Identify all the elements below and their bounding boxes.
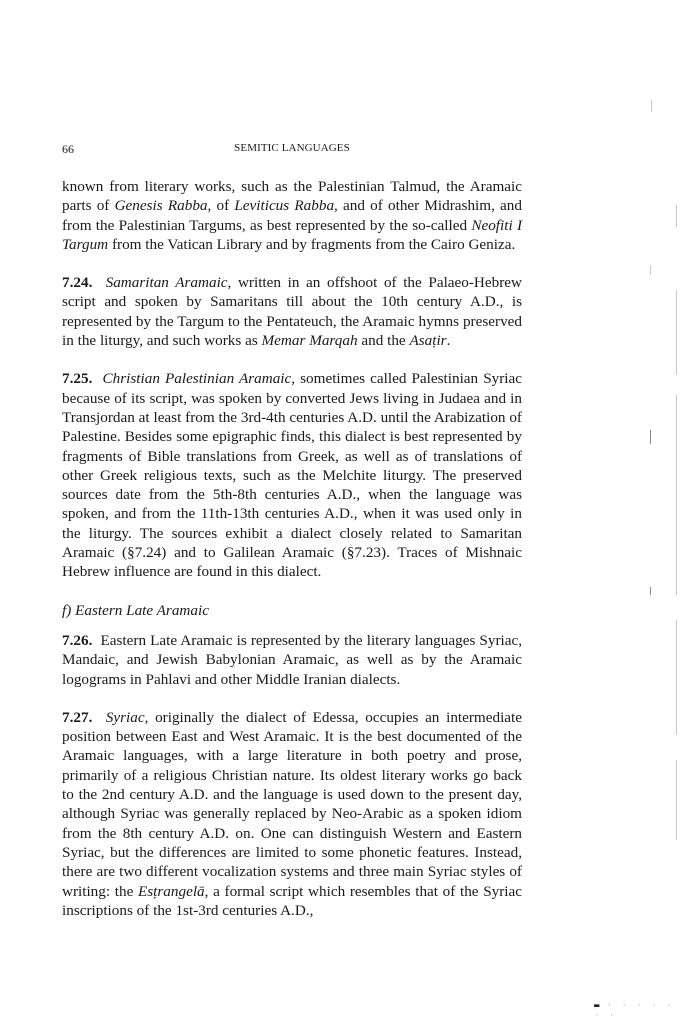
subsection-heading: f) Eastern Late Aramaic [62,601,209,619]
scan-mark [650,430,651,444]
paragraph-continued: known from literary works, such as the Palestinian Talmud, the Aramaic parts of Genesis Rabba, of Leviticus Rabba, and of other Midrashim, and from the Palestinian Targums, as best represented by the so-called Neofiti I Targum from the Vatican Library and by fragments from the Cairo Geniza. [62,178,523,253]
scan-mark [676,620,677,735]
page-header [62,142,522,158]
scan-mark [651,100,652,112]
scan-edge-marks [641,0,681,1020]
section-number: 7.27. [62,708,93,726]
footer-mark: ▬ · · · · · · · [594,1001,674,1021]
body-text [62,177,522,939]
running-head: SEMITIC LANGUAGES [234,142,350,154]
scan-mark [650,587,651,595]
page-number: 66 [62,142,74,156]
section-number: 7.26. [62,631,93,649]
paragraph-7-27: 7.27. Syriac, originally the dialect of Edessa, occupies an intermediate position between East and West Aramaic. It is the best documented of the Aramaic languages, with a large literature in both poetry and prose, primarily of a religious Christian nature. Its oldest literary works go back to the 2nd century A.D. and the language is used down to the present day, although Syriac was generally replaced by Neo-Arabic as a spoken idiom from the 8th century A.D. on. One can distinguish Western and Eastern Syriac, but the differences are limited to some phonetic features. Instead, there are two different vocalization systems and three main Syriac styles of writing: the Esṭrangelā, a formal script which resembles that of the Syriac inscriptions of the 1st-3rd centuries A.D., [62,708,522,919]
scan-mark [676,290,677,375]
section-number: 7.25. [62,370,93,388]
scan-mark [676,205,677,227]
paragraph-7-26: 7.26. Eastern Late Aramaic is represented by the literary languages Syriac, Mandaic, and Jewish Babylonian Aramaic, as well as by the Aramaic logograms in Pahlavi and other Middle Iranian dialects. [62,631,523,688]
section-number: 7.24. [62,274,93,292]
scan-mark [676,760,677,840]
paragraph-7-25: 7.25. Christian Palestinian Aramaic, sometimes called Palestinian Syriac because of its script, was spoken by converted Jews living in Judaea and in Transjordan at least from the 3rd-4th centuries A.D. until the Arabization of Palestine. Besides some epigraphic finds, this dialect is best represented by fragments of Bible translations from Greek, as well as of translations of other Greek religious texts, such as the Melchite liturgy. The preserved sources date from the 5th-8th centuries A.D., when the language was spoken, and from the 11th-13th centuries A.D., when it was used only in the liturgy. The sources exhibit a dialect closely related to Samaritan Aramaic (§7.24) and to Galilean Aramaic (§7.23). Traces of Mishnaic Hebrew influence are found in this dialect. [62,370,522,581]
scan-mark [650,265,651,275]
paragraph-7-24: 7.24. Samaritan Aramaic, written in an offshoot of the Palaeo-Hebrew script and spoken by Samaritans till about the 10th century A.D., is represented by the Targum to the Pentateuch, the Aramaic hymns preserved in the liturgy, and such works as Memar Marqah and the Asaṭir. [62,274,522,350]
scan-mark [676,395,677,595]
